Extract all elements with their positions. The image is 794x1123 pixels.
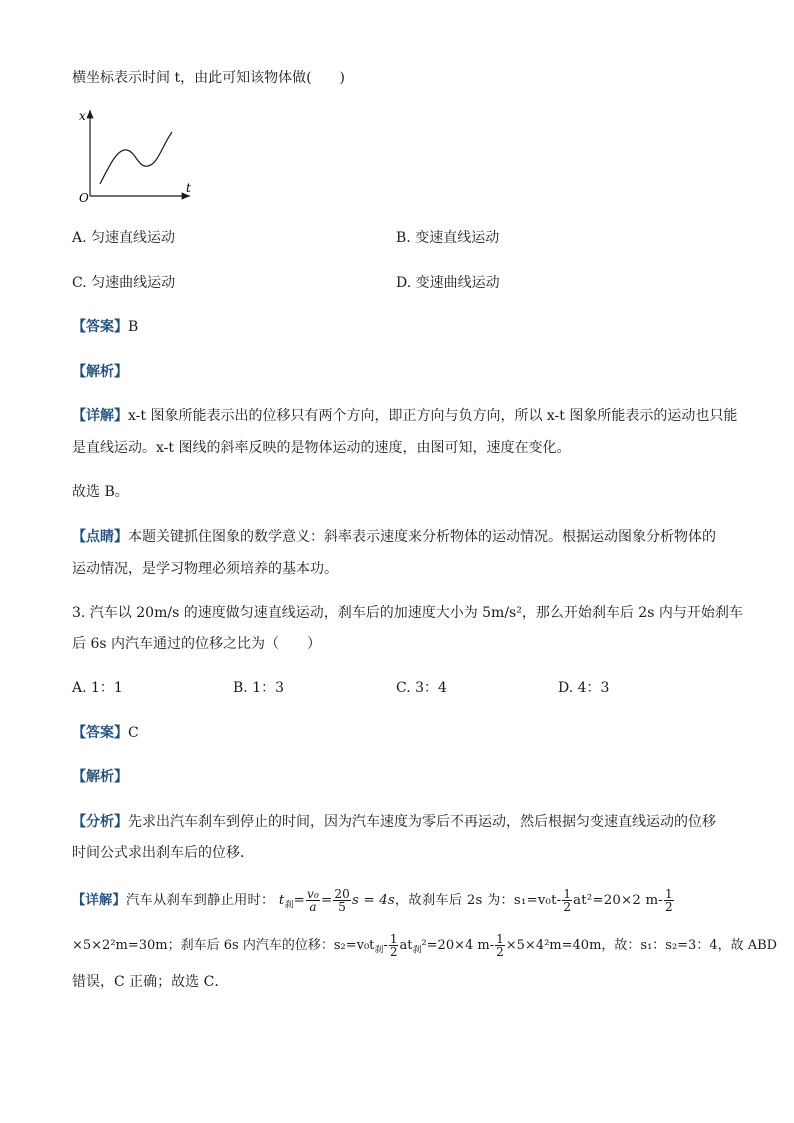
q3-option-d: D. 4：3 (558, 680, 610, 696)
graph-x-label: t (186, 181, 191, 195)
time-subscript: 刹 (412, 945, 422, 956)
fraction-half (664, 888, 674, 913)
detail-text: 汽车从刹车到静止用时： (126, 893, 275, 908)
at-term: at (399, 938, 413, 953)
frac-denominator: 2 (563, 900, 572, 914)
detail-text: x-t 图象所能表示出的位移只有两个方向，即正方向与负方向，所以 x-t 图象所能表示的运动也只能 (128, 408, 738, 424)
graph-origin-label: O (79, 191, 89, 204)
q2-detail-line2: 是直线运动。x-t 图线的斜率反映的是物体运动的速度，由图可知，速度在变化。 (72, 440, 571, 456)
detail-tag: 【详解】 (72, 408, 128, 424)
time-subscript: 刹 (374, 945, 384, 956)
xt-graph (72, 104, 202, 204)
fraction-v0-over-a (306, 888, 320, 913)
comment-text: 本题关键抓住图象的数学意义：斜率表示速度来分析物体的运动情况。根据运动图象分析物体的 (128, 529, 716, 545)
answer-value: B (128, 319, 139, 335)
frac-denominator: 5 (338, 900, 347, 914)
q3-option-c: C. 3：4 (396, 680, 447, 696)
q3-stem-line1: 3. 汽车以 20m/s 的速度做匀速直线运动，刹车后的加速度大小为 5m/s²，那么开始刹车后 2s 内与开始刹车 (72, 605, 743, 621)
frac-numerator: 1 (563, 887, 572, 901)
comment-tag: 【点睛】 (72, 529, 128, 545)
detail-calc: ²=20×4 m- (421, 938, 495, 953)
q2-option-b: B. 变速直线运动 (396, 230, 500, 246)
analysis-tag: 【解析】 (72, 769, 128, 785)
q2-comment-line1 (72, 527, 716, 547)
frac-denominator: 2 (664, 900, 673, 914)
q3-analysis-tag (72, 767, 128, 787)
fraction-20-over-5 (333, 888, 351, 913)
time-result: s = 4s (352, 893, 395, 908)
q2-option-d: D. 变速曲线运动 (396, 275, 500, 291)
q3-analysis-line1 (72, 812, 716, 832)
q3-detail-line1 (72, 888, 675, 916)
q3-option-a: A. 1：1 (72, 680, 123, 696)
frac-numerator: 1 (496, 932, 504, 946)
answer-tag: 【答案】 (72, 319, 128, 335)
q3-detail-line2 (72, 933, 777, 961)
q3-detail-line3: 错误，C 正确；故选 C． (72, 974, 229, 990)
detail-mid: ，故刹车后 2s 为：s₁=v₀t- (394, 893, 562, 908)
q2-comment-line2: 运动情况，是学习物理必须培养的基本功。 (72, 561, 338, 577)
answer-value: C (128, 725, 139, 741)
frac-numerator: 1 (389, 932, 398, 946)
frac-numerator: 1 (664, 887, 673, 901)
frac-numerator: v₀ (307, 887, 319, 901)
answer-tag: 【答案】 (72, 725, 128, 741)
graph-y-label: x (79, 109, 86, 123)
fraction-half (562, 888, 572, 913)
analysis-tag: 【解析】 (72, 364, 128, 380)
q2-answer (72, 317, 138, 337)
q2-conclusion: 故选 B。 (72, 484, 129, 500)
minus-sign: - (383, 938, 388, 953)
fraction-half (389, 933, 399, 958)
detail-start: ×5×2²m=30m；刹车后 6s 内汽车的位移：s₂=v₀t (72, 938, 375, 953)
q3-answer (72, 723, 139, 743)
frac-numerator: 20 (334, 887, 351, 901)
q2-option-c: C. 匀速曲线运动 (72, 275, 176, 291)
detail-tag: 【详解】 (72, 893, 126, 908)
frac-denominator: 2 (496, 945, 504, 959)
q3-stem-line2: 后 6s 内汽车通过的位移之比为（ ） (72, 636, 321, 652)
analysis-text: 先求出汽车刹车到停止的时间，因为汽车速度为零后不再运动，然后根据匀变速直线运动的位移 (128, 814, 716, 830)
q2-analysis-tag (72, 362, 128, 382)
detail-tail: ×5×4²m=40m，故：s₁：s₂=3：4，故 ABD (505, 938, 778, 953)
equals-sign: = (321, 893, 333, 908)
q3-analysis-line2: 时间公式求出刹车后的位移． (72, 845, 254, 861)
time-subscript: 刹 (284, 900, 294, 911)
q3-option-b: B. 1：3 (233, 680, 285, 696)
q2-stem-tail: 横坐标表示时间 t，由此可知该物体做( ) (72, 70, 345, 86)
equals-sign: = (293, 893, 305, 908)
detail-end: at²=20×2 m- (573, 893, 663, 908)
graph-curve (100, 132, 172, 184)
frac-denominator: a (309, 900, 317, 914)
fraction-half (495, 933, 505, 958)
q2-detail-line1 (72, 406, 737, 426)
q2-option-a: A. 匀速直线运动 (72, 230, 176, 246)
frac-denominator: 2 (389, 945, 398, 959)
analysis-sub-tag: 【分析】 (72, 814, 128, 830)
time-symbol: t (278, 893, 285, 908)
